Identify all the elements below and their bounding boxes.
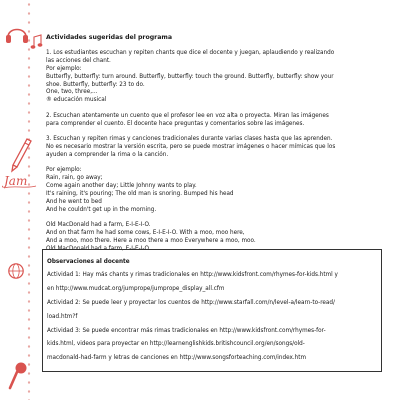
rhyme-line: And he couldn't get up in the morning. [46, 206, 157, 213]
teacher-note-line: Actividad 2: Se puede leer y proyectar los cuentos de http://www.starfall.com/n/level-a/learn-to-read/ [47, 300, 335, 307]
rhyme-line: And a moo, moo there. Here a moo there a moo Everywhere a moo, moo. [46, 238, 256, 245]
pencil-icon [7, 135, 35, 173]
teacher-note-line: en http://www.mudcat.org/jumprope/jumprope_display_all.cfm [47, 286, 225, 293]
teacher-note-line: Actividad 1: Hay más chants y rimas tradicionales en http://www.kidsfront.com/rhymes-for-kids.html y [47, 272, 338, 279]
rhyme-line: Old MacDonald had a farm, E-I-E-I-O. [46, 245, 151, 252]
activity-1-line: shoe. Butterfly, butterfly: 23 to do. [46, 81, 145, 88]
activities-section [46, 34, 370, 254]
margin-dotted-line [27, 0, 31, 400]
activity-1-line: Butterfly, butterfly: turn around. Butterfly, butterfly: touch the ground. Butterfly, butterfly: show your [46, 73, 334, 80]
rhyme-line: Rain, rain, go away; [46, 175, 103, 182]
rhyme-line: And he went to bed [46, 198, 102, 205]
teacher-note-line: macdonald-had-farm y letras de canciones en http://www.songsforteaching.com/index.htm [47, 355, 307, 362]
activity-2-line: 2. Escuchan atentamente un cuento que el profesor lee en voz alta o proyecta. Miran las imágenes [46, 112, 329, 119]
microphone-icon [6, 360, 32, 392]
teacher-note-line: load.htm?f [47, 313, 78, 320]
example-label: Por ejemplo: [46, 167, 82, 174]
svg-text:Jam: Jam [4, 174, 28, 188]
activity-3-line: ayuden a comprender la rima o la canción. [46, 151, 169, 158]
teacher-notes-title: Observaciones al docente [47, 258, 130, 265]
globe-icon [7, 262, 25, 280]
rhyme-line: It's raining, it's pouring; The old man is snoring. Bumped his head [46, 191, 234, 197]
activity-2-line: para comprender el cuento. El docente hace preguntas y comentarios sobre las imágenes. [46, 120, 305, 127]
rhyme-line: Old MacDonald had a farm, E-I-E-I-O. [46, 222, 151, 229]
activity-1-line: las acciones del chant. [46, 57, 111, 64]
teacher-notes-box [42, 249, 382, 372]
headphones-icon [4, 22, 30, 46]
left-margin-decoration [0, 0, 42, 400]
section-title: Actividades sugeridas del programa [46, 34, 172, 41]
activity-3-line: No es necesario mostrar la versión escrita, pero se puede mostrar imágenes o hacer mímicas que los [46, 143, 336, 150]
activity-1-line: ® educación musical [46, 97, 107, 104]
activity-3-line: 3. Escuchan y repiten rimas y canciones tradicionales durante varias clases hasta que las aprenden. [46, 136, 333, 143]
activity-1-line: 1. Los estudiantes escuchan y repiten chants que dice el docente y juegan, aplaudiendo y realizando [46, 49, 335, 56]
activity-1-line: Por ejemplo: [46, 65, 82, 72]
rhyme-line: And on that farm he had some cows, E-I-E-I-O. With a moo, moo here, [46, 230, 245, 237]
logo-script [2, 172, 38, 190]
activity-1-line: One, two, three,... [46, 89, 98, 96]
rhyme-line: Come again another day; Little Johnny wants to play. [46, 183, 197, 190]
teacher-note-line: Actividad 3: Se puede encontrar más rimas tradicionales en http://www.kidsfront.com/rhymes-for- [47, 327, 326, 334]
teacher-note-line: kids.html, videos para proyectar en http://learnenglishkids.britishcouncil.org/en/songs/old- [47, 341, 305, 348]
music-notes-icon [30, 34, 44, 50]
